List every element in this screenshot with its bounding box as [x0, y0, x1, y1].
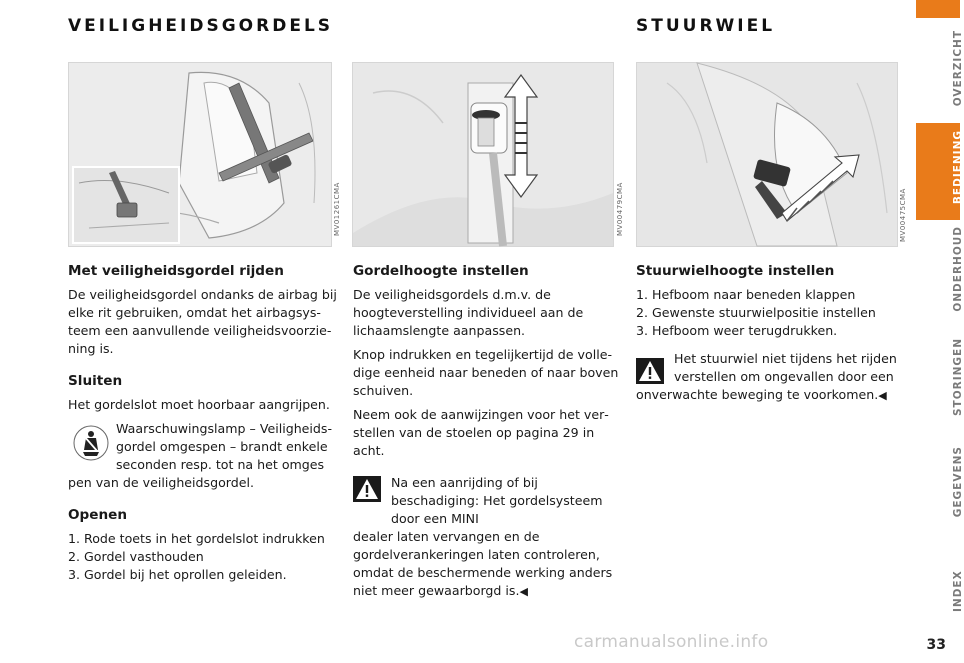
warning-triangle-icon	[636, 358, 664, 389]
warning-text-body: dealer laten vervangen en de gordelverankeringen laten controleren, omdat de beschermende werking anders niet meer gewaarborgd is.	[353, 529, 613, 598]
paragraph: Neem ook de aanwijzingen voor het verstellen van de stoelen op pagina 29 in acht.	[353, 407, 609, 458]
seatbelt-text-column	[68, 262, 338, 584]
chapter-sidebar	[916, 0, 964, 663]
steering-wheel-photo	[636, 62, 898, 247]
paragraph: Het gordelslot moet hoorbaar aangrijpen.	[68, 397, 330, 412]
warning-text: Het stuurwiel niet tijdens het rijden verstellen om ongevallen door een	[674, 351, 897, 384]
page-number: 33	[926, 637, 946, 653]
section-title-seatbelts: VEILIGHEIDSGORDELS	[68, 16, 334, 36]
list-item: 3. Gordel bij het oprollen geleiden.	[68, 567, 287, 582]
warning-text: Waarschuwingslamp – Veiligheidsgordel omgespen – brandt enkele seconden resp. tot na het omges	[116, 421, 333, 472]
wheel-warning-note	[636, 350, 906, 405]
steering-text-column	[636, 262, 906, 405]
tab-bediening[interactable]: BEDIENING	[952, 130, 964, 205]
list-item: 3. Hefboom weer terugdrukken.	[636, 323, 838, 338]
tab-index[interactable]: INDEX	[952, 570, 964, 612]
subheading-open: Openen	[68, 507, 128, 523]
tab-storingen[interactable]: STORINGEN	[952, 338, 964, 417]
watermark: carmanualsonline.info	[574, 632, 769, 652]
subheading-fasten: Sluiten	[68, 373, 123, 389]
end-mark-icon: ◀	[519, 585, 528, 598]
section-title-steering-wheel: STUURWIEL	[636, 16, 776, 36]
photo-code: MV01261CMA	[333, 182, 341, 236]
list-item: 2. Gewenste stuurwielpositie instellen	[636, 305, 876, 320]
belt-warning-note	[353, 474, 623, 601]
seatbelt-photo	[68, 62, 332, 247]
photo-code: MV00475CMA	[899, 188, 907, 242]
tab-overzicht[interactable]: OVERZICHT	[952, 30, 964, 107]
paragraph: De veiligheidsgordel ondanks de airbag bij elke rit gebruiken, omdat het airbagsysteem een aanvullende veiligheidsvoorziening is.	[68, 287, 337, 356]
subheading-driving-with-belt: Met veiligheidsgordel rijden	[68, 263, 284, 279]
accent-strip	[916, 0, 960, 18]
warning-text: Na een aanrijding of bij beschadiging: Het gordelsysteem door een MINI	[391, 475, 603, 526]
steps-list	[68, 530, 338, 584]
list-item: 2. Gordel vasthouden	[68, 549, 204, 564]
paragraph: Knop indrukken en tegelijkertijd de volledige eenheid naar beneden of naar boven schuiven.	[353, 347, 619, 398]
subheading-belt-height: Gordelhoogte instellen	[353, 263, 529, 279]
seatbelt-warning-icon	[72, 424, 110, 467]
photo-code: MV00479CMA	[616, 182, 624, 236]
belt-height-text-column	[353, 262, 623, 601]
tab-gegevens[interactable]: GEGEVENS	[952, 446, 964, 518]
warning-text-cont: pen van de veiligheidsgordel.	[68, 475, 255, 490]
belt-height-photo	[352, 62, 614, 247]
warning-text-cont	[353, 528, 623, 601]
warning-text-cont	[636, 386, 906, 405]
warning-triangle-icon	[353, 476, 381, 507]
list-item: 1. Hefboom naar beneden klappen	[636, 287, 856, 302]
tab-onderhoud[interactable]: ONDERHOUD	[952, 226, 964, 312]
list-item: 1. Rode toets in het gordelslot indrukken	[68, 531, 325, 546]
paragraph: De veiligheidsgordels d.m.v. de hoogteverstelling individueel aan de lichaamslengte aanpassen.	[353, 287, 584, 338]
seatbelt-indicator-note	[68, 420, 338, 492]
end-mark-icon: ◀	[878, 389, 887, 402]
subheading-wheel-height: Stuurwielhoogte instellen	[636, 263, 835, 279]
steps-list	[636, 286, 906, 340]
warning-text-body: onverwachte beweging te voorkomen.	[636, 387, 879, 402]
